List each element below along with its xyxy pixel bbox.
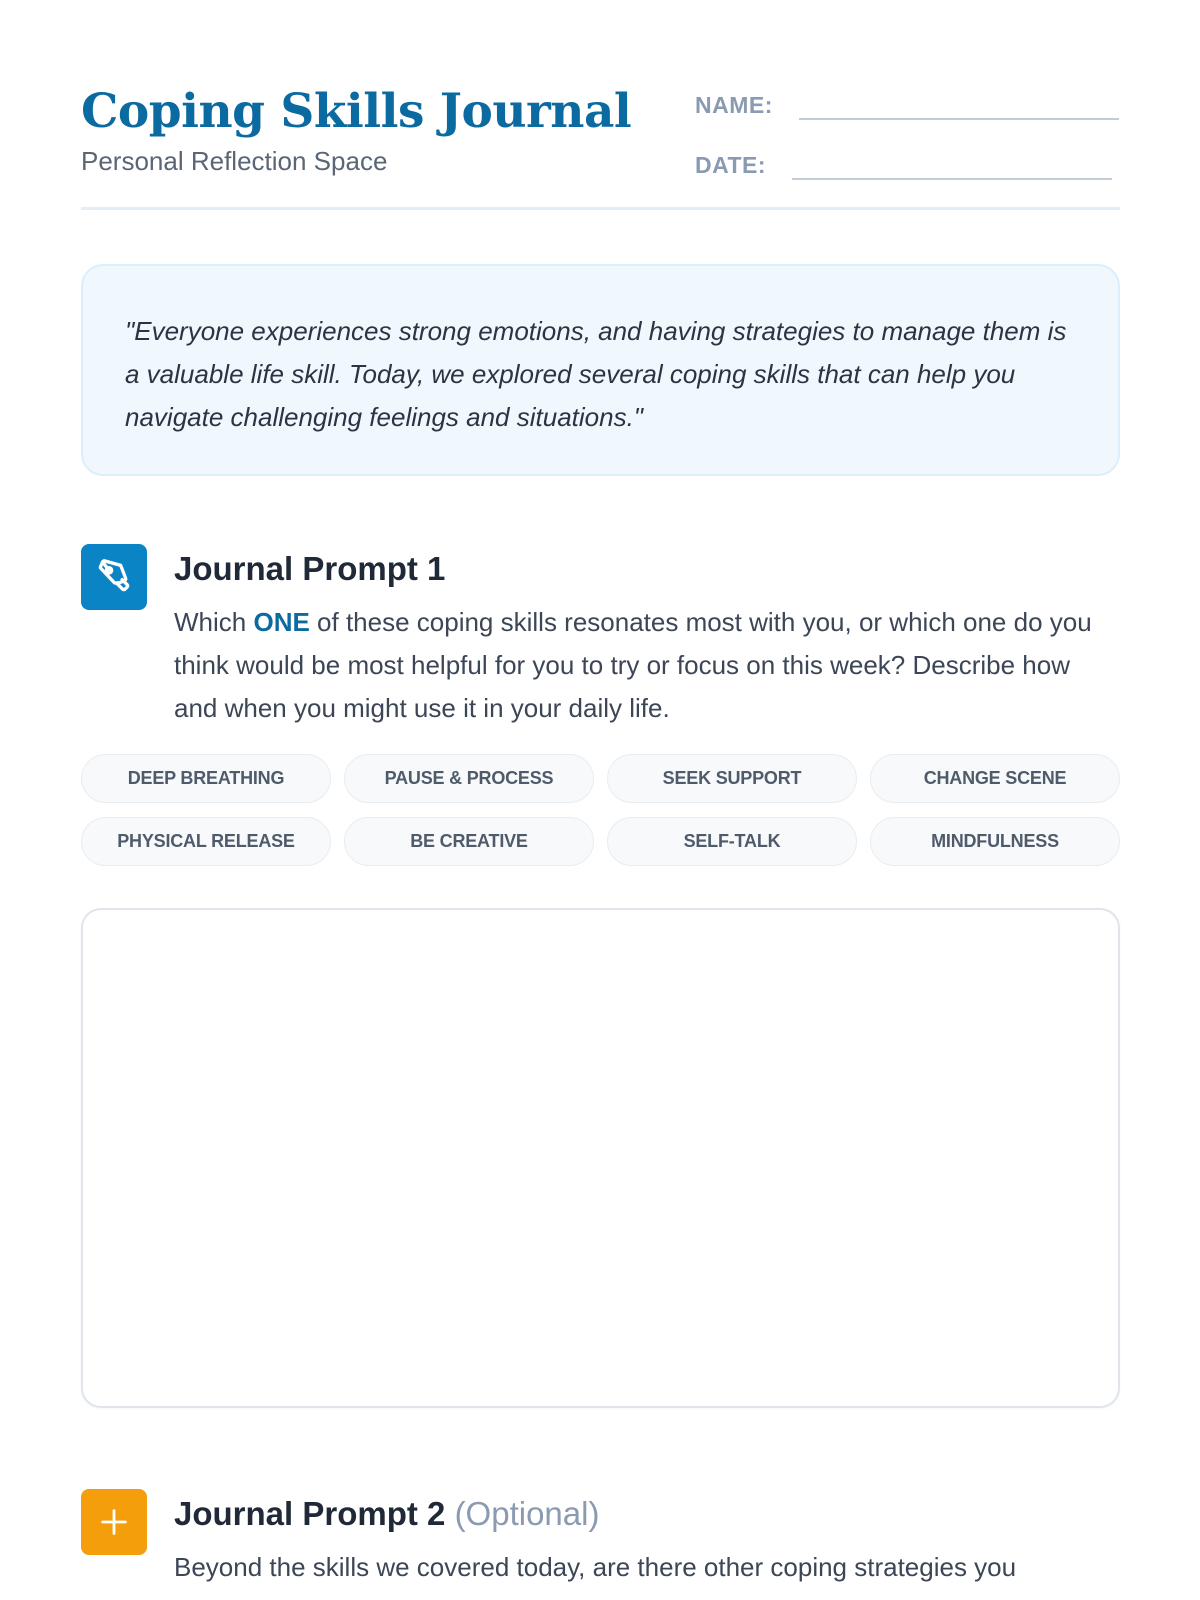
prompt-1-text-start: Which (174, 607, 254, 637)
optional-tag: (Optional) (454, 1495, 600, 1532)
name-label: NAME: (695, 92, 773, 118)
prompt-1-highlight: ONE (253, 607, 310, 637)
chip-change-scene[interactable]: CHANGE SCENE (870, 754, 1120, 803)
date-input-line[interactable] (792, 148, 1112, 180)
chip-mindfulness[interactable]: MINDFULNESS (870, 817, 1120, 866)
chip-physical-release[interactable]: PHYSICAL RELEASE (81, 817, 331, 866)
journal-header (81, 0, 1120, 210)
prompt-1-text-end: of these coping skills resonates most with you, or which one do you think would be most helpful for you to try or focus on this week? Describe how and when you might use it in your daily life. (174, 607, 1092, 723)
prompt-2-text: Beyond the skills we covered today, are there other coping strategies you (174, 1552, 1017, 1582)
chip-be-creative[interactable]: BE CREATIVE (344, 817, 594, 866)
intro-quote (81, 264, 1120, 476)
chip-seek-support[interactable]: SEEK SUPPORT (607, 754, 857, 803)
prompt-1-answer-input[interactable] (81, 908, 1120, 1408)
prompt-1-heading: Journal Prompt 1 (174, 550, 446, 587)
chip-self-talk[interactable]: SELF-TALK (607, 817, 857, 866)
name-field[interactable] (695, 88, 1119, 120)
name-input-line[interactable] (799, 88, 1119, 120)
chip-pause-process[interactable]: PAUSE & PROCESS (344, 754, 594, 803)
date-field[interactable] (695, 148, 1112, 180)
plus-icon (81, 1489, 147, 1555)
prompt-1-text (174, 601, 1120, 730)
date-label: DATE: (695, 152, 767, 178)
prompt-2-heading-text: Journal Prompt 2 (174, 1495, 446, 1532)
coping-skill-chips (81, 754, 1120, 866)
quote-text: "Everyone experiences strong emotions, and having strategies to manage them is a valuable life skill. Today, we explored several coping skills that can help you navigate challenging feelings and situations." (125, 316, 1067, 432)
page-title: Coping Skills Journal (81, 84, 632, 139)
prompt-2-heading (174, 1493, 599, 1535)
pen-nib-icon (81, 544, 147, 610)
page-subtitle: Personal Reflection Space (81, 146, 388, 176)
chip-deep-breathing[interactable]: DEEP BREATHING (81, 754, 331, 803)
